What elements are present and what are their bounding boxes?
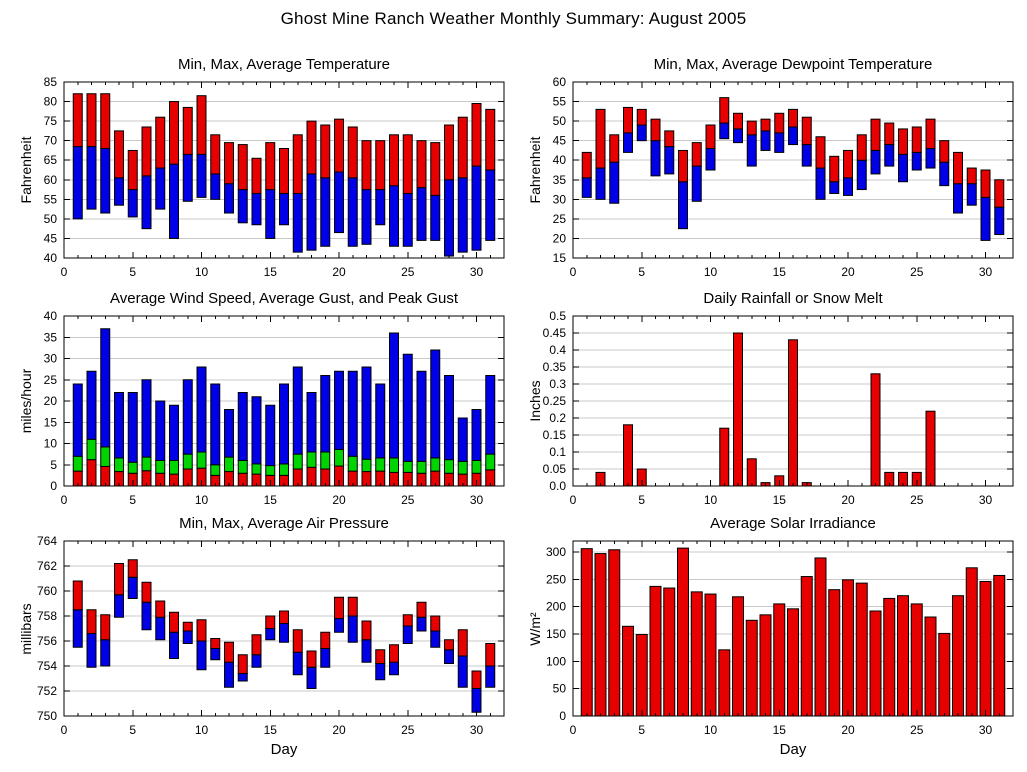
svg-text:25: 25 [401, 265, 415, 279]
svg-text:10: 10 [43, 436, 57, 451]
chart-panel-rainfall [519, 290, 1017, 516]
svg-text:0: 0 [50, 479, 57, 493]
svg-text:40: 40 [43, 251, 57, 265]
svg-text:20: 20 [332, 723, 346, 737]
svg-text:5: 5 [50, 457, 57, 472]
svg-text:55: 55 [43, 192, 57, 207]
svg-text:20: 20 [332, 265, 346, 279]
x-axis-label-pressure: Day [270, 741, 298, 758]
svg-text:75: 75 [43, 114, 57, 129]
svg-text:15: 15 [263, 265, 277, 279]
svg-text:15: 15 [772, 265, 786, 279]
svg-text:60: 60 [43, 172, 57, 187]
svg-text:15: 15 [43, 415, 57, 430]
svg-text:0: 0 [569, 265, 577, 279]
svg-text:10: 10 [703, 265, 718, 279]
chart-panel-temperature [10, 56, 508, 288]
y-axis-label-wind: miles/hour [18, 368, 34, 434]
chart-title-temperature: Min, Max, Average Temperature [177, 56, 391, 73]
y-axis-label-rainfall: Inches [527, 380, 543, 422]
svg-text:0.35: 0.35 [542, 360, 566, 374]
svg-text:752: 752 [36, 684, 57, 698]
svg-text:250: 250 [545, 572, 566, 587]
svg-text:100: 100 [545, 654, 566, 669]
svg-text:756: 756 [36, 634, 57, 648]
svg-text:50: 50 [43, 211, 57, 226]
svg-text:30: 30 [978, 265, 993, 279]
chart-title-dewpoint: Min, Max, Average Dewpoint Temperature [653, 56, 933, 73]
svg-text:25: 25 [401, 493, 415, 507]
svg-text:35: 35 [43, 330, 57, 345]
svg-text:25: 25 [43, 372, 57, 387]
chart-panel-dewpoint [519, 56, 1017, 288]
svg-text:0: 0 [60, 493, 68, 507]
chart-panel-solar [519, 515, 1017, 765]
svg-text:754: 754 [36, 659, 57, 673]
svg-text:0.5: 0.5 [549, 310, 566, 323]
pressure-plot [10, 535, 508, 742]
svg-text:20: 20 [43, 394, 57, 408]
chart-title-wind: Average Wind Speed, Average Gust, and Peak Gust [110, 290, 458, 307]
svg-text:30: 30 [978, 723, 993, 737]
svg-text:15: 15 [263, 723, 277, 737]
y-axis-label-pressure: millibars [18, 603, 34, 655]
svg-text:20: 20 [332, 493, 346, 507]
svg-text:85: 85 [43, 76, 57, 89]
svg-text:0.45: 0.45 [542, 326, 566, 340]
chart-title-rainfall: Daily Rainfall or Snow Melt [703, 290, 883, 307]
svg-text:0.1: 0.1 [549, 445, 566, 459]
svg-text:15: 15 [552, 251, 566, 265]
svg-text:5: 5 [129, 723, 137, 737]
svg-text:758: 758 [36, 609, 57, 623]
svg-text:20: 20 [841, 265, 855, 279]
svg-text:20: 20 [841, 723, 855, 737]
temperature-plot [10, 76, 508, 284]
dewpoint-plot [519, 76, 1017, 284]
svg-text:60: 60 [552, 76, 566, 89]
svg-text:0: 0 [60, 265, 68, 279]
svg-text:40: 40 [43, 310, 57, 323]
chart-title-pressure: Min, Max, Average Air Pressure [179, 515, 389, 532]
svg-text:0.05: 0.05 [542, 462, 566, 476]
y-axis-label-temperature: Fahrenheit [18, 136, 34, 204]
svg-text:0: 0 [569, 723, 577, 737]
svg-text:25: 25 [910, 723, 924, 737]
svg-text:5: 5 [638, 265, 646, 279]
svg-text:30: 30 [43, 351, 57, 366]
svg-text:10: 10 [703, 493, 718, 507]
svg-text:0.25: 0.25 [542, 394, 566, 408]
svg-text:0: 0 [559, 709, 566, 723]
svg-text:30: 30 [469, 265, 484, 279]
svg-text:30: 30 [469, 723, 484, 737]
x-axis-label-solar: Day [779, 741, 807, 758]
svg-text:25: 25 [401, 723, 415, 737]
svg-text:20: 20 [841, 493, 855, 507]
chart-panel-pressure [10, 515, 508, 765]
svg-text:0.4: 0.4 [549, 343, 566, 357]
svg-text:0.2: 0.2 [549, 411, 566, 425]
svg-text:0.3: 0.3 [549, 377, 566, 391]
svg-text:0: 0 [569, 493, 577, 507]
svg-text:45: 45 [43, 231, 57, 246]
svg-text:15: 15 [772, 493, 786, 507]
svg-text:10: 10 [194, 723, 209, 737]
svg-text:0.15: 0.15 [542, 428, 566, 442]
svg-text:760: 760 [36, 584, 57, 598]
svg-text:5: 5 [638, 493, 646, 507]
svg-text:30: 30 [978, 493, 993, 507]
svg-text:25: 25 [910, 493, 924, 507]
svg-text:25: 25 [910, 265, 924, 279]
svg-text:50: 50 [552, 114, 566, 129]
svg-text:0: 0 [60, 723, 68, 737]
svg-text:15: 15 [772, 723, 786, 737]
svg-text:200: 200 [545, 599, 566, 614]
svg-text:80: 80 [43, 94, 57, 109]
svg-text:70: 70 [43, 133, 57, 148]
svg-text:300: 300 [545, 544, 566, 559]
y-axis-label-dewpoint: Fahrenheit [527, 136, 543, 204]
svg-text:10: 10 [194, 493, 209, 507]
svg-text:5: 5 [638, 723, 646, 737]
svg-text:30: 30 [469, 493, 484, 507]
rainfall-plot [519, 310, 1017, 512]
svg-text:15: 15 [263, 493, 277, 507]
svg-text:764: 764 [36, 535, 57, 548]
chart-panel-wind [10, 290, 508, 516]
svg-text:762: 762 [36, 559, 57, 573]
y-axis-label-solar: W/m² [527, 612, 543, 646]
solar-plot [519, 535, 1017, 742]
svg-text:750: 750 [36, 709, 57, 723]
svg-text:35: 35 [552, 172, 566, 187]
svg-text:10: 10 [703, 723, 718, 737]
svg-text:55: 55 [552, 94, 566, 109]
svg-text:5: 5 [129, 265, 137, 279]
page-title: Ghost Mine Ranch Weather Monthly Summary: August 2005 [280, 9, 747, 28]
svg-text:20: 20 [552, 231, 566, 246]
chart-title-solar: Average Solar Irradiance [710, 515, 876, 532]
svg-text:30: 30 [552, 192, 566, 207]
svg-text:45: 45 [552, 133, 566, 148]
svg-text:0.0: 0.0 [549, 479, 566, 493]
svg-text:150: 150 [545, 626, 566, 641]
svg-text:25: 25 [552, 211, 566, 226]
svg-text:50: 50 [552, 681, 566, 696]
wind-plot [10, 310, 508, 512]
svg-text:40: 40 [552, 153, 566, 168]
svg-text:5: 5 [129, 493, 137, 507]
svg-text:65: 65 [43, 153, 57, 168]
svg-text:10: 10 [194, 265, 209, 279]
